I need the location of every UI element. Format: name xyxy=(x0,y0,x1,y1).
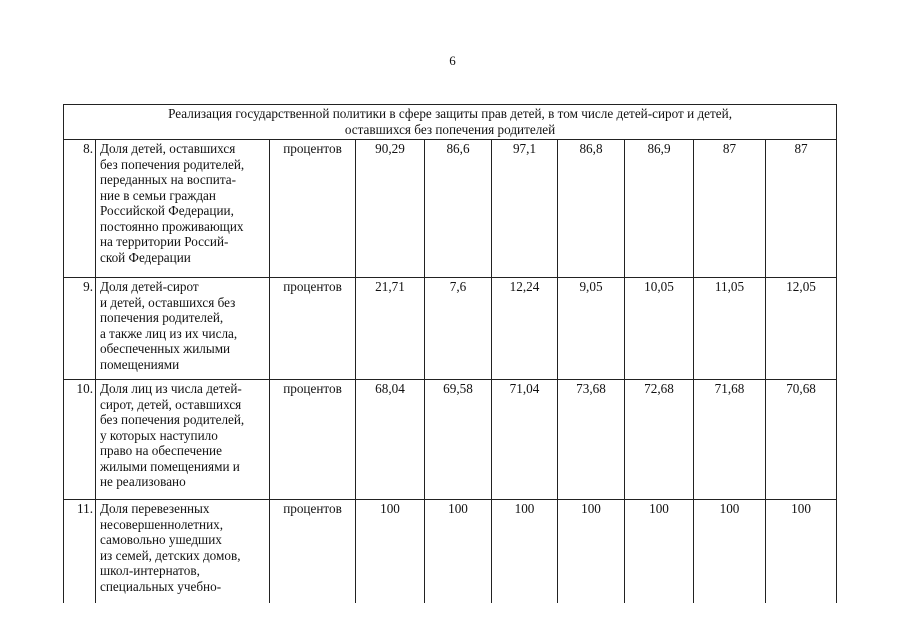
indicator-name-line: у которых наступило xyxy=(100,427,218,443)
value-cell: 100 xyxy=(625,500,694,604)
indicator-name-line: специальных учебно- xyxy=(100,578,222,594)
value-cell: 97,1 xyxy=(492,140,558,278)
indicator-name xyxy=(96,278,270,380)
indicator-name-line: без попечения родителей, xyxy=(100,412,245,427)
value-cell: 21,71 xyxy=(356,278,425,380)
value-cell: 71,04 xyxy=(492,380,558,500)
section-header-row xyxy=(64,105,837,140)
indicator-name xyxy=(96,380,270,500)
value-cell: 86,8 xyxy=(558,140,625,278)
indicator-name-line: и детей, оставшихся без xyxy=(100,294,236,310)
unit-cell: процентов xyxy=(270,500,356,604)
value-cell: 10,05 xyxy=(625,278,694,380)
indicator-name-line: на территории Россий- xyxy=(100,234,229,249)
value-cell: 86,9 xyxy=(625,140,694,278)
value-cell: 100 xyxy=(694,500,766,604)
value-cell: 72,68 xyxy=(625,380,694,500)
section-header-line-2: оставшихся без попечения родителей xyxy=(344,121,556,137)
value-cell: 87 xyxy=(766,140,837,278)
indicators-table-wrapper xyxy=(63,104,836,603)
indicator-name-line: ние в семьи граждан xyxy=(100,187,216,203)
indicator-name-line: школ-интернатов, xyxy=(100,563,200,578)
unit-cell: процентов xyxy=(270,380,356,500)
value-cell: 100 xyxy=(425,500,492,604)
row-number: 9. xyxy=(64,278,96,380)
value-cell: 12,24 xyxy=(492,278,558,380)
indicator-name-line: сирот, детей, оставшихся xyxy=(100,396,242,412)
indicator-name-line: несовершеннолетних, xyxy=(100,516,224,532)
value-cell: 100 xyxy=(492,500,558,604)
indicator-name-line: Доля перевезенных xyxy=(100,501,210,516)
table-row xyxy=(64,500,837,604)
value-cell: 86,6 xyxy=(425,140,492,278)
table-row xyxy=(64,278,837,380)
section-header-line-1: Реализация государственной политики в сфере защиты прав детей, в том числе детей-сирот и детей, xyxy=(168,106,732,121)
value-cell: 100 xyxy=(766,500,837,604)
page-number: 6 xyxy=(449,53,456,68)
indicator-name xyxy=(96,140,270,278)
indicator-name-line: самовольно ушедших xyxy=(100,532,222,547)
value-cell: 70,68 xyxy=(766,380,837,500)
value-cell: 100 xyxy=(558,500,625,604)
indicator-name-line: Российской Федерации, xyxy=(100,203,234,218)
value-cell: 90,29 xyxy=(356,140,425,278)
indicator-name-line: из семей, детских домов, xyxy=(100,547,241,563)
indicator-name-line: попечения родителей, xyxy=(100,310,224,325)
table-row xyxy=(64,380,837,500)
indicator-name-line: помещениями xyxy=(100,356,180,372)
indicator-name-line: Доля детей-сирот xyxy=(100,279,199,294)
indicator-name-line: Доля детей, оставшихся xyxy=(100,141,236,156)
value-cell: 7,6 xyxy=(425,278,492,380)
value-cell: 87 xyxy=(694,140,766,278)
indicator-name-line: а также лиц из их числа, xyxy=(100,325,238,341)
row-number: 8. xyxy=(64,140,96,278)
unit-cell: процентов xyxy=(270,278,356,380)
indicator-name-line: Доля лиц из числа детей- xyxy=(100,381,242,396)
indicator-name-line: без попечения родителей, xyxy=(100,156,245,172)
value-cell: 11,05 xyxy=(694,278,766,380)
indicator-name-line: постоянно проживающих xyxy=(100,218,244,234)
value-cell: 68,04 xyxy=(356,380,425,500)
indicator-name-line: право на обеспечение xyxy=(100,443,222,458)
indicator-name-line: ской Федерации xyxy=(100,249,191,265)
value-cell: 100 xyxy=(356,500,425,604)
value-cell: 9,05 xyxy=(558,278,625,380)
value-cell: 12,05 xyxy=(766,278,837,380)
indicator-name-line: не реализовано xyxy=(100,474,186,489)
indicators-table xyxy=(63,104,837,603)
value-cell: 73,68 xyxy=(558,380,625,500)
row-number: 11. xyxy=(64,500,96,604)
indicator-name-line: переданных на воспита- xyxy=(100,172,237,187)
indicator-name xyxy=(96,500,270,604)
table-row xyxy=(64,140,837,278)
unit-cell: процентов xyxy=(270,140,356,278)
row-number: 10. xyxy=(64,380,96,500)
indicator-name-line: жилыми помещениями и xyxy=(100,458,240,474)
value-cell: 71,68 xyxy=(694,380,766,500)
indicator-name-line: обеспеченных жилыми xyxy=(100,341,231,356)
section-header-cell xyxy=(64,105,837,140)
value-cell: 69,58 xyxy=(425,380,492,500)
